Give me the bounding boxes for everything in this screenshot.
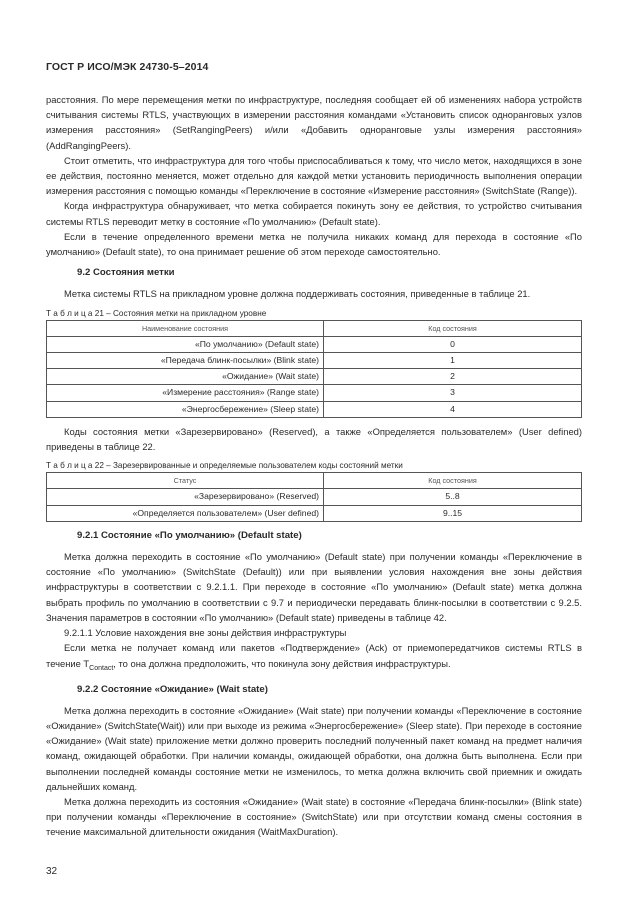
table-row [47,505,582,521]
state-code-cell: 0 [324,336,582,352]
section-heading: 9.2.2 Состояние «Ожидание» (Wait state) [77,683,268,695]
state-name-cell: «Ожидание» (Wait state) [47,369,324,385]
state-name-cell: «Измерение расстояния» (Range state) [47,385,324,401]
paragraph: Если в течение определенного времени метка не получила никаких команд для перехода в состояние «По умолчанию» (Default state), то она принимает решение об этом переходе самостоятельно. [46,230,582,258]
page-content [46,92,582,840]
state-code-cell: 1 [324,353,582,369]
table-22 [46,472,582,522]
column-header: Код состояния [324,473,582,489]
state-name-cell: «По умолчанию» (Default state) [47,336,324,352]
paragraph: Метка должна переходить в состояние «Ожидание» (Wait state) при получении команды «Переключение в состояние «Ожидание» (SwitchState(Wait)) или при выходе из режима «Энергосбережение» (Sleep state). При переходе в состояние «Ожидание» (Wait state) приложение метки должно проверить последний полученный пакет команд на предмет наличия команд, ожидающей обработки. При наличии команды, ожидающей обработки, она должна быть выполнена. Если при выполнении последней команды состояние метки не изменилось, то метка должна включить свой приемник и ожидать дальнейших команд. [46,704,582,792]
paragraph [46,640,582,675]
table-row [47,369,582,385]
state-code-cell: 2 [324,369,582,385]
subsection-heading: 9.2.1.1 Условие нахождения вне зоны действия инфраструктуры [64,627,347,639]
paragraph: расстояния. По мере перемещения метки по инфраструктуре, последняя сообщает ей об изменениях набора устройств считывания системы RTLS, участвующих в измерении расстояния командами «Установить список одноранговых узлов измерения расстояния» (SetRangingPeers) и/или «Добавить одноранговые узлы измерения расстояния» (AddRangingPeers). [46,94,582,151]
table-21 [46,320,582,418]
paragraph-text: Если метка не получает команд или пакетов «Подтверждение» (Ack) от приемопередатчиков системы RTLS в течение T [46,642,582,669]
state-code-cell: 4 [324,401,582,417]
paragraph: Коды состояния метки «Зарезервировано» (Reserved), а также «Определяется пользователем» (User defined) приведены в таблице 22. [46,425,582,453]
paragraph: Стоит отметить, что инфраструктура для того чтобы приспосабливаться к тому, что число меток, находящихся в зоне ее действия, постоянно меняется, может отдельно для каждой метки установить периодичность выполнения операции измерения расстояния с помощью команды «Переключение в состояние «Измерение расстояния» (SwitchState (Range)). [46,154,582,197]
table-row [47,336,582,352]
table-row [47,385,582,401]
status-code-cell: 5..8 [324,489,582,505]
section-heading: 9.2 Состояния метки [77,267,175,279]
status-cell: «Зарезервировано» (Reserved) [47,489,324,505]
paragraph: Когда инфраструктура обнаруживает, что метка собирается покинуть зону ее действия, то устройство считывания системы RTLS переводит метку в состояние «По умолчанию» (Default state). [46,200,582,227]
state-name-cell: «Энергосбережение» (Sleep state) [47,401,324,417]
column-header: Статус [47,473,324,489]
table-header-row [47,320,582,336]
table-caption [46,308,582,320]
document-header: ГОСТ Р ИСО/МЭК 24730-5–2014 [46,61,209,73]
page-number: 32 [46,866,58,877]
paragraph: Метка системы RTLS на прикладном уровне должна поддерживать состояния, приведенные в таблице 21. [64,288,531,300]
table-header-row [47,473,582,489]
table-row [47,489,582,505]
table-caption-prefix: Т а б л и ц а 21 [46,308,104,318]
table-caption-text: – Зарезервированные и определяемые пользователем коды состояний метки [103,461,403,471]
table-caption [46,460,582,472]
state-code-cell: 3 [324,385,582,401]
section-heading: 9.2.1 Состояние «По умолчанию» (Default state) [77,529,302,541]
paragraph: Метка должна переходить из состояния «Ожидание» (Wait state) в состояние «Передача блинк-посылки» (Blink state) при получении команды «Переключение в состояние» (SwitchState) или при отсутствии команд смены состояния в течение максимальной длительности ожидания (WaitMaxDuration). [46,796,582,838]
subscript: Contact [89,664,114,672]
table-row [47,353,582,369]
column-header: Код состояния [324,320,582,336]
state-name-cell: «Передача блинк-посылки» (Blink state) [47,353,324,369]
column-header: Наименование состояния [47,320,324,336]
paragraph: Метка должна переходить в состояние «По умолчанию» (Default state) при получении команды «Переключение в состояние «По умолчанию» (SwitchState (Default)) или при выявлении условия нахождения вне зоны действия инфраструктуры в соответствии с 9.2.1.1. При переходе в состояние «По умолчанию» (Default state) метка должна выбрать профиль по умолчанию в соответствии с 9.7 и периодически передавать блинк-посылки в соответствии с 9.2.5. Значения параметров в состоянии «По умолчанию» (Default state) приведены в таблице 42. [46,551,582,623]
paragraph-text: , то она должна предположить, что покинула зону действия инфраструктуры. [113,657,451,669]
table-caption-text: – Состояния метки на прикладном уровне [103,308,267,318]
status-code-cell: 9..15 [324,505,582,521]
table-caption-prefix: Т а б л и ц а 22 [46,461,104,471]
table-row [47,401,582,417]
status-cell: «Определяется пользователем» (User defined) [47,505,324,521]
